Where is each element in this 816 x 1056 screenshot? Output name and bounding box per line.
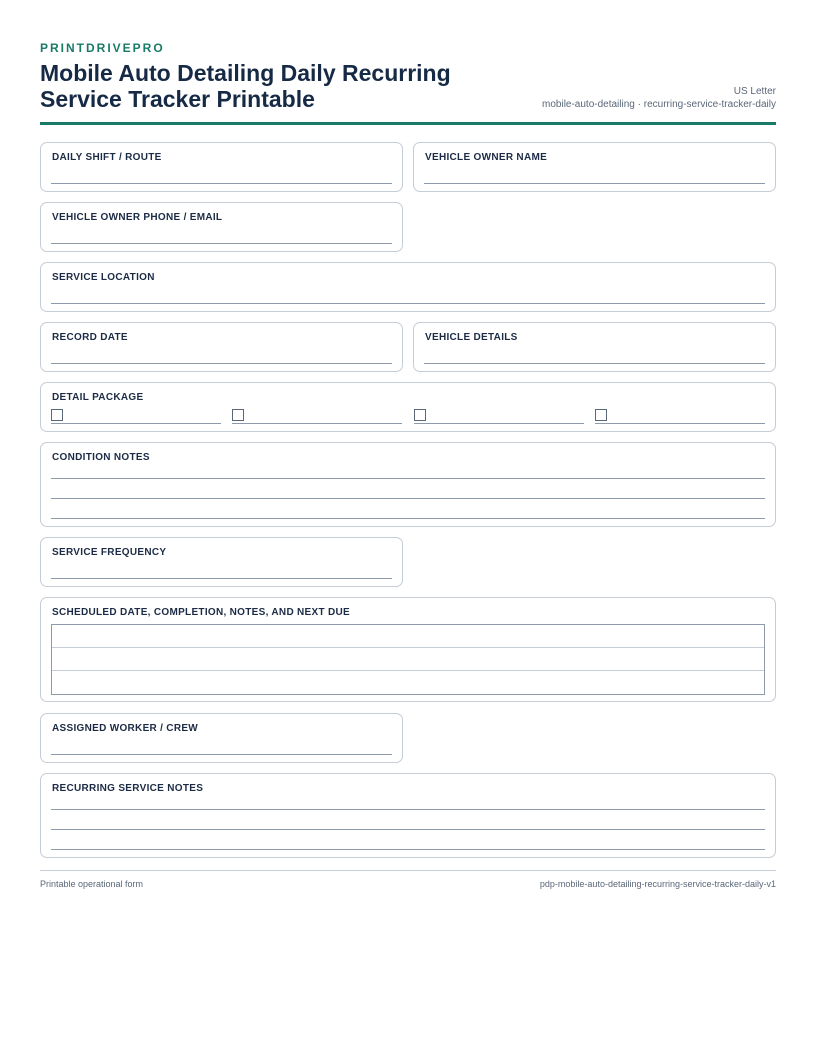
- detail-package-field: [40, 382, 776, 432]
- recurring-notes-field: [40, 773, 776, 858]
- checkbox[interactable]: [595, 409, 607, 421]
- option-line: [414, 423, 584, 424]
- detail-package-option[interactable]: [414, 409, 584, 424]
- table-row[interactable]: [52, 625, 764, 648]
- recurring-notes-label: RECURRING SERVICE NOTES: [52, 783, 204, 794]
- option-line: [51, 423, 221, 424]
- vehicle-details-label: VEHICLE DETAILS: [425, 332, 518, 343]
- detail-package-label: DETAIL PACKAGE: [52, 392, 144, 403]
- condition-notes-line[interactable]: [51, 498, 765, 499]
- checkbox[interactable]: [414, 409, 426, 421]
- vehicle-details-field: [413, 322, 776, 372]
- recurring-notes-line[interactable]: [51, 829, 765, 830]
- condition-notes-line[interactable]: [51, 478, 765, 479]
- record-date-field: [40, 322, 403, 372]
- detail-package-option[interactable]: [595, 409, 765, 424]
- condition-notes-line[interactable]: [51, 518, 765, 519]
- assigned-worker-field: [40, 713, 403, 763]
- option-line: [232, 423, 402, 424]
- record-date-label: RECORD DATE: [52, 332, 128, 343]
- schedule-table: [51, 624, 765, 695]
- condition-notes-field: [40, 442, 776, 527]
- header-rule: [40, 122, 776, 125]
- schedule-table-label: SCHEDULED DATE, COMPLETION, NOTES, AND NEXT DUE: [52, 607, 351, 618]
- record-date-input[interactable]: [51, 363, 392, 364]
- shift-route-input[interactable]: [51, 183, 392, 184]
- footer-rule: [40, 870, 776, 871]
- owner-name-field: [413, 142, 776, 192]
- table-row[interactable]: [52, 648, 764, 671]
- brand-name: PRINTDRIVEPRO: [40, 41, 165, 55]
- footer-left-text: Printable operational form: [40, 879, 144, 889]
- shift-route-label: DAILY SHIFT / ROUTE: [52, 152, 162, 163]
- assigned-worker-input[interactable]: [51, 754, 392, 755]
- service-location-label: SERVICE LOCATION: [52, 272, 155, 283]
- owner-contact-label: VEHICLE OWNER PHONE / EMAIL: [52, 212, 223, 223]
- checkbox[interactable]: [51, 409, 63, 421]
- option-line: [595, 423, 765, 424]
- service-location-field: [40, 262, 776, 312]
- owner-name-label: VEHICLE OWNER NAME: [425, 152, 548, 163]
- service-frequency-field: [40, 537, 403, 587]
- owner-contact-input[interactable]: [51, 243, 392, 244]
- checkbox[interactable]: [232, 409, 244, 421]
- footer-form-id: pdp-mobile-auto-detailing-recurring-service-tracker-daily-v1: [539, 879, 776, 889]
- schedule-table-field: [40, 597, 776, 702]
- recurring-notes-line[interactable]: [51, 809, 765, 810]
- vehicle-details-input[interactable]: [424, 363, 765, 364]
- assigned-worker-label: ASSIGNED WORKER / CREW: [52, 723, 199, 734]
- paper-size: US Letter: [733, 86, 776, 97]
- detail-package-option[interactable]: [51, 409, 221, 424]
- service-frequency-input[interactable]: [51, 578, 392, 579]
- document-slug: mobile-auto-detailing · recurring-service-tracker-daily: [542, 99, 776, 110]
- service-location-input[interactable]: [51, 303, 765, 304]
- table-row[interactable]: [52, 671, 764, 694]
- page-title: Mobile Auto Detailing Daily Recurring Service Tracker Printable: [40, 60, 451, 112]
- condition-notes-label: CONDITION NOTES: [52, 452, 150, 463]
- service-frequency-label: SERVICE FREQUENCY: [52, 547, 167, 558]
- owner-contact-field: [40, 202, 403, 252]
- owner-name-input[interactable]: [424, 183, 765, 184]
- detail-package-option[interactable]: [232, 409, 402, 424]
- document-meta: [542, 85, 776, 111]
- recurring-notes-line[interactable]: [51, 849, 765, 850]
- shift-route-field: [40, 142, 403, 192]
